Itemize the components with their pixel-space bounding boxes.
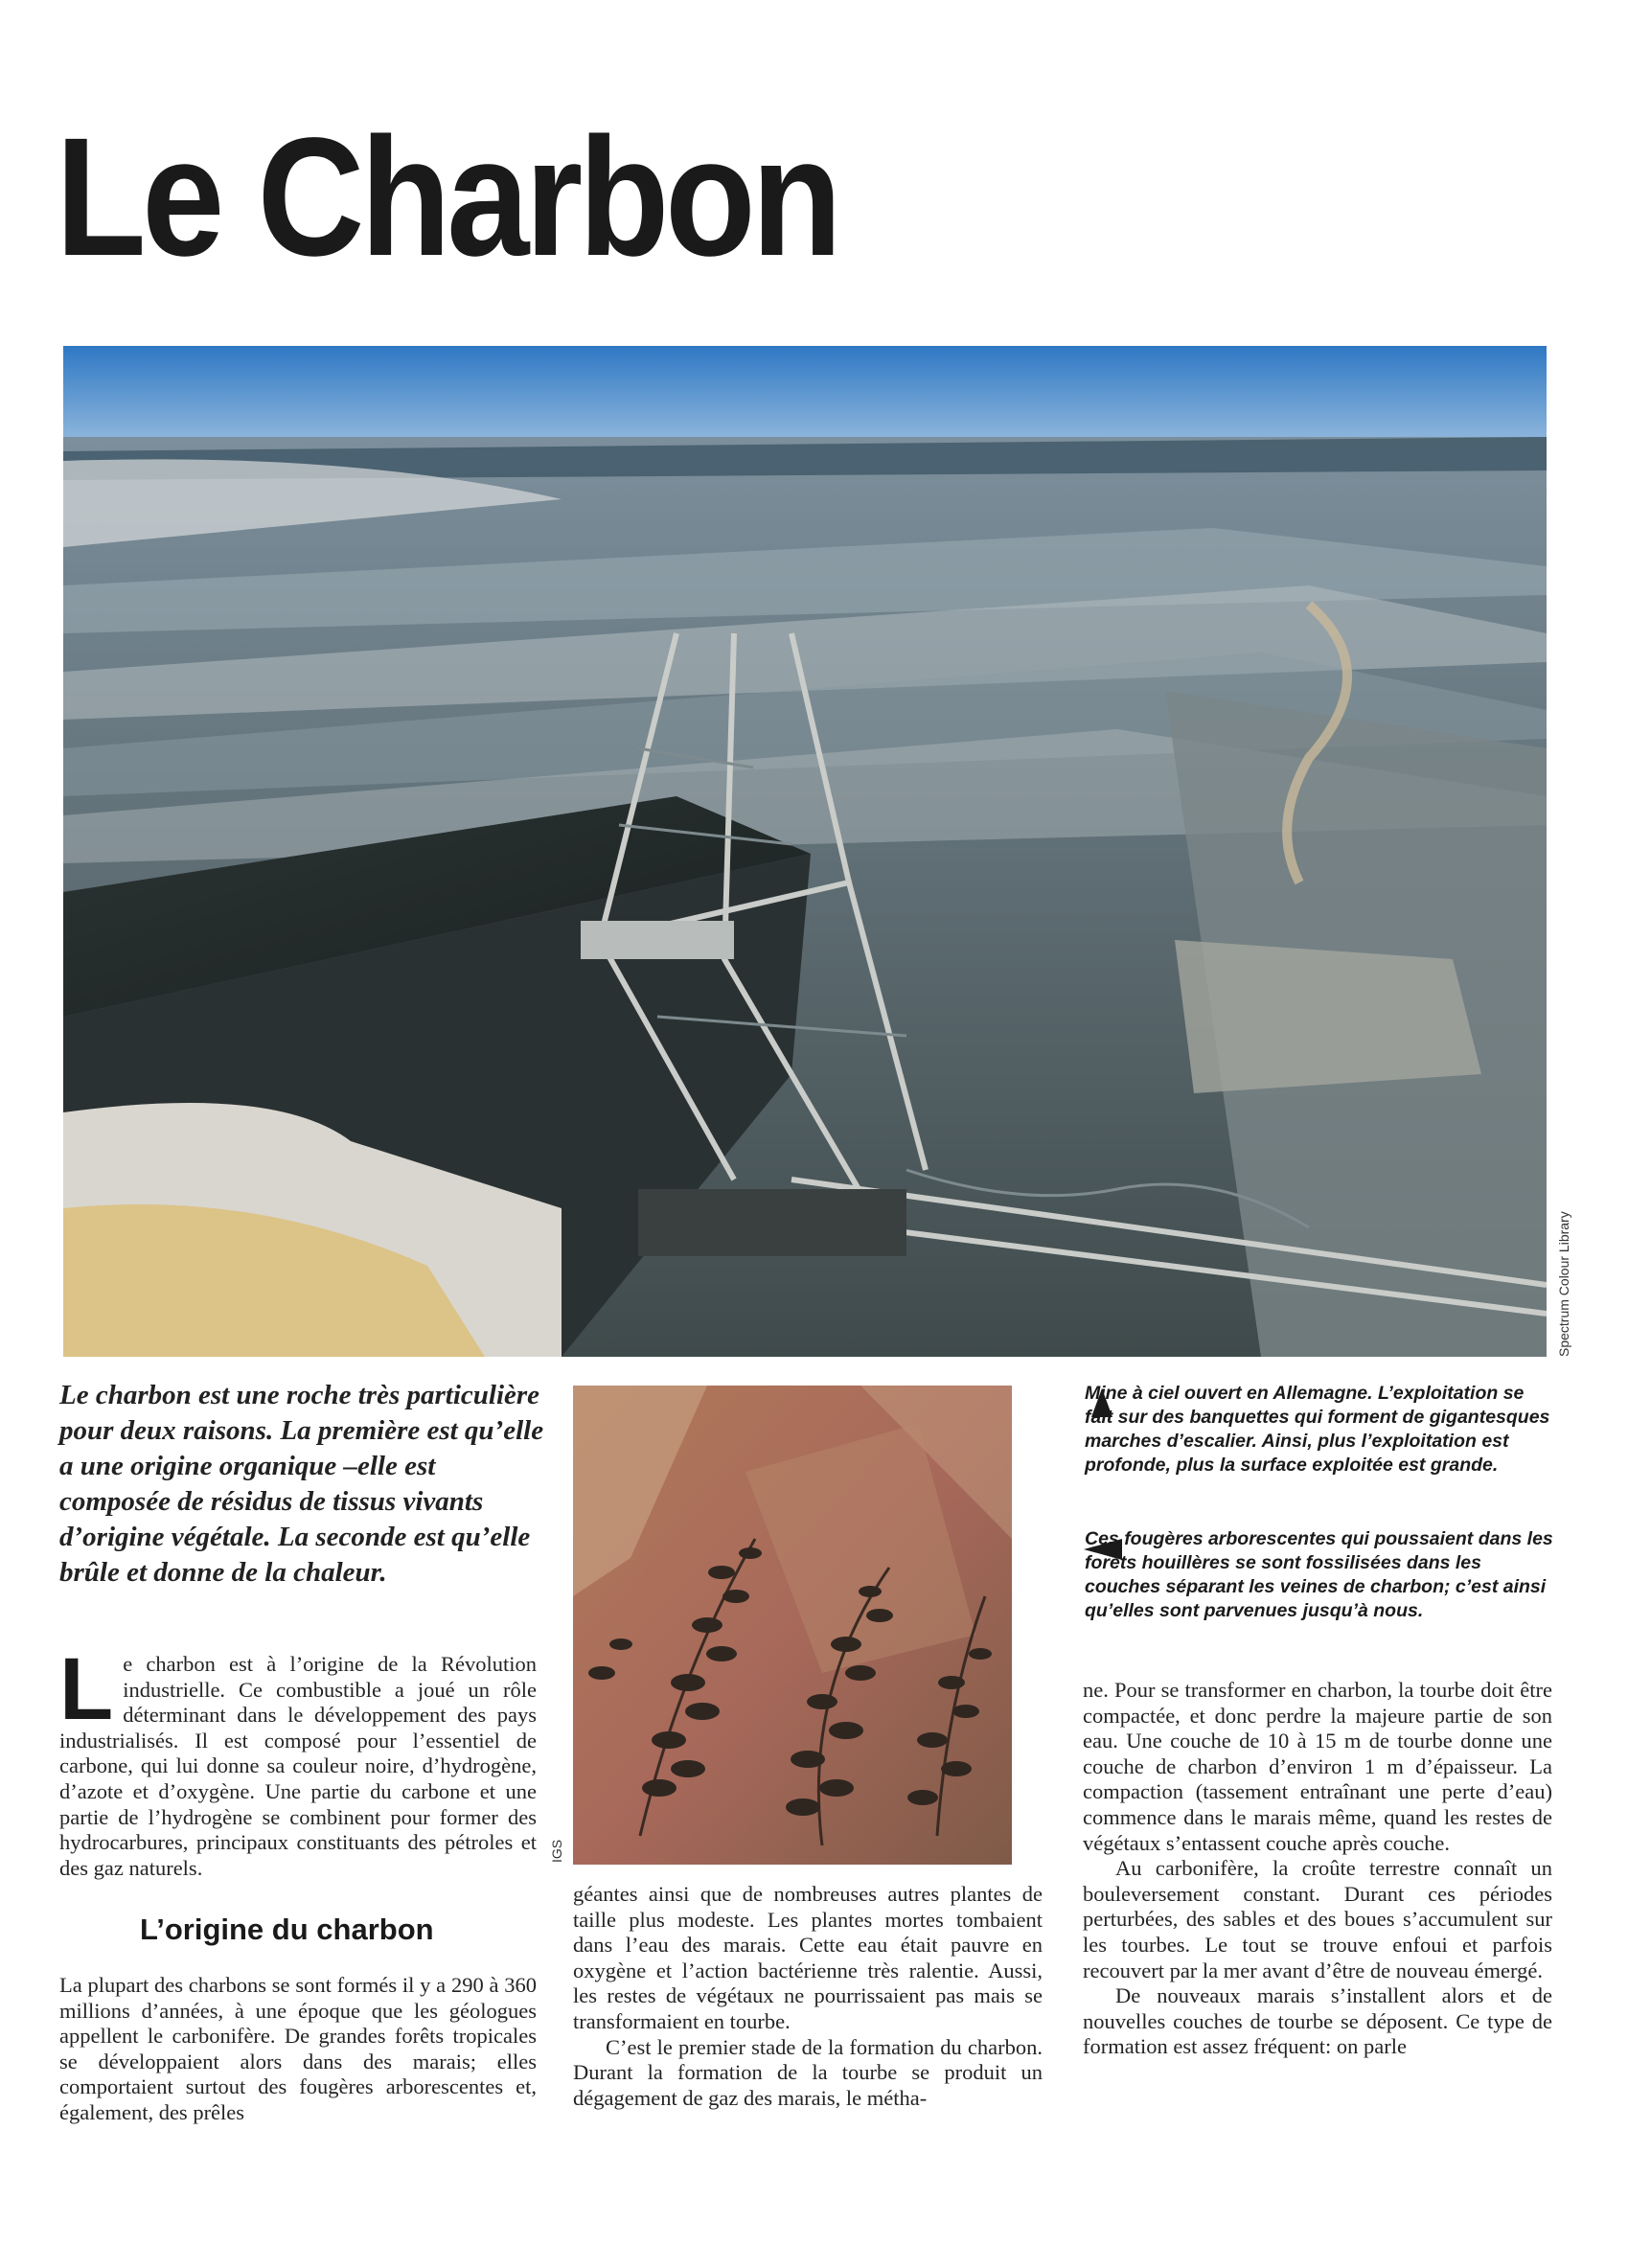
article-paragraph-4: Au carbonifère, la croûte terrestre connaît un bouleversement constant. Durant ces périodes perturbées, des sables et des boues s’accumulent sur les tourbes. Le tout se trouve enfoui et parfois recouvert par la mer avant d’être de nouveau émergé. (1083, 1856, 1552, 1982)
fern-fossil-photo (573, 1386, 1012, 1865)
open-pit-mine-photo (63, 346, 1547, 1357)
fern-fossil-illustration (573, 1386, 1012, 1865)
article-column-1-bottom (59, 1973, 537, 2126)
mine-caption-text: L’exploitation se fait sur des banquettes qui forment de gigantesques marches d’escalier. Ainsi, plus l’exploitation est profonde, plus la surface exploitée est grande. (1085, 1383, 1550, 1476)
intro-paragraph: Le charbon est une roche très particulière pour deux raisons. La première est qu’elle a une origine organique –elle est composée de résidus de tissus vivants d’origine végétale. La seconde est qu’elle brûle et donne de la chaleur. (59, 1380, 544, 1588)
fern-photo-caption (1085, 1527, 1554, 1623)
article-column-2 (573, 1882, 1043, 2111)
mine-caption-lead: Mine à ciel ouvert en Allemagne. (1085, 1383, 1373, 1404)
page-title: Le Charbon (56, 103, 838, 291)
article-column-1-top (59, 1640, 537, 1881)
article-paragraph-2b: géantes ainsi que de nombreuses autres plantes de taille plus modeste. Les plantes mortes tombaient dans l’eau des marais. Cette eau était pauvre en oxygène et l’action bactérienne très ralentie. Aussi, les restes de végétaux ne pourrissaient pas mais se transformaient en tourbe. (573, 1882, 1043, 2033)
open-pit-mine-illustration (63, 346, 1547, 1357)
article-column-3 (1083, 1678, 1552, 2060)
article-paragraph-1: e charbon est à l’origine de la Révolution industrielle. Ce combustible a joué un rôle déterminant dans le développement des pays industrialisés. Il est composé pour l’essentiel de carbone, qui lui donne sa couleur noire, d’hydrogène, d’azote et d’oxygène. Une partie du carbone et une partie de l’hydrogène se combinent pour former des hydrocarbures, principaux constituants des pétroles et des gaz naturels. (59, 1652, 537, 1880)
fern-photo-credit: IGS (549, 1839, 564, 1863)
drop-cap: L (59, 1640, 114, 1738)
article-paragraph-5: De nouveaux marais s’installent alors et de nouvelles couches de tourbe se déposent. Ce type de formation est assez fréquent: on parle (1083, 1983, 1552, 2059)
mine-photo-credit: Spectrum Colour Library (1556, 1211, 1571, 1357)
article-paragraph-3a: C’est le premier stade de la formation du charbon. Durant la formation de la tourbe se produit un dégagement de gaz des marais, le métha- (573, 2034, 1043, 2110)
section-heading: L’origine du charbon (140, 1913, 434, 1946)
article-paragraph-2a: La plupart des charbons se sont formés il y a 290 à 360 millions d’années, à une époque que les géologues appellent le carbonifère. De grandes forêts tropicales se développaient alors dans des marais; elles comportaient surtout des fougères arborescentes et, également, des prêles (59, 1973, 537, 2124)
fern-caption-lead: Ces fougères arborescentes (1085, 1528, 1337, 1549)
fern-caption-text: qui poussaient dans les forêts houillères se sont fossilisées dans les couches séparant les veines de charbon; c’est ainsi qu’elles sont parvenues jusqu’à nous. (1085, 1528, 1553, 1621)
article-paragraph-3b: ne. Pour se transformer en charbon, la tourbe doit être compactée, et donc perdre la majeure partie de son eau. Une couche de 10 à 15 m de tourbe donne une couche de charbon d’environ 1 m d’épaisseur. La compaction (tassement entraînant une perte d’eau) commence dans le marais même, quand les restes de végétaux s’entassent couche après couche. (1083, 1678, 1552, 1855)
mine-photo-caption (1085, 1382, 1554, 1478)
